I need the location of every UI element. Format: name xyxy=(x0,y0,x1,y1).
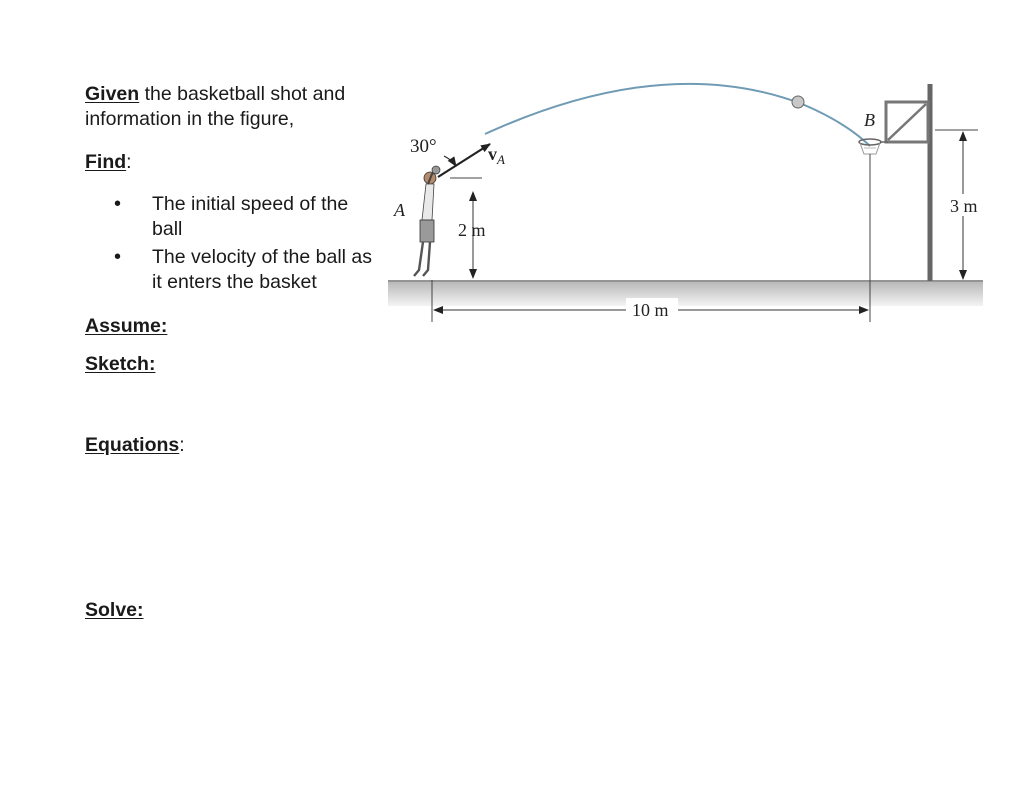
solve-heading-line xyxy=(85,598,144,623)
angle-label: 30° xyxy=(410,136,437,157)
find-colon: : xyxy=(126,151,132,173)
solve-heading: Solve: xyxy=(85,599,144,621)
basketball-figure xyxy=(370,70,990,330)
release-height-label: 2 m xyxy=(458,220,486,240)
given-body: the basketball shot and information in the figure, xyxy=(85,83,346,130)
point-b-label: B xyxy=(864,110,875,130)
distance-label: 10 m xyxy=(632,300,669,320)
floor xyxy=(388,282,983,306)
velocity-subscript: A xyxy=(497,152,505,167)
equations-heading: Equations xyxy=(85,434,180,456)
given-heading: Given xyxy=(85,83,140,105)
sketch-heading-line xyxy=(85,352,155,377)
find-list xyxy=(114,192,374,298)
given-paragraph xyxy=(85,82,370,132)
point-a-label: A xyxy=(394,200,405,220)
velocity-vector xyxy=(438,144,490,177)
trajectory-curve xyxy=(485,84,870,146)
find-heading-line xyxy=(85,150,132,175)
find-item-entry-velocity: • The velocity of the ball as it enters the basket xyxy=(114,245,374,295)
find-item-initial-speed: • The initial speed of the ball xyxy=(114,192,374,242)
assume-heading: Assume: xyxy=(85,315,168,337)
ball-in-flight xyxy=(792,96,804,108)
assume-heading-line xyxy=(85,314,167,339)
backboard xyxy=(886,102,928,142)
velocity-symbol: v xyxy=(488,144,497,164)
player-figure xyxy=(414,166,440,276)
velocity-label xyxy=(488,144,505,167)
angle-leader xyxy=(444,156,456,166)
find-heading: Find xyxy=(85,151,127,173)
basket-height-label: 3 m xyxy=(950,196,978,216)
sketch-heading: Sketch: xyxy=(85,353,156,375)
equations-colon: : xyxy=(179,434,185,456)
equations-heading-line xyxy=(85,433,185,458)
